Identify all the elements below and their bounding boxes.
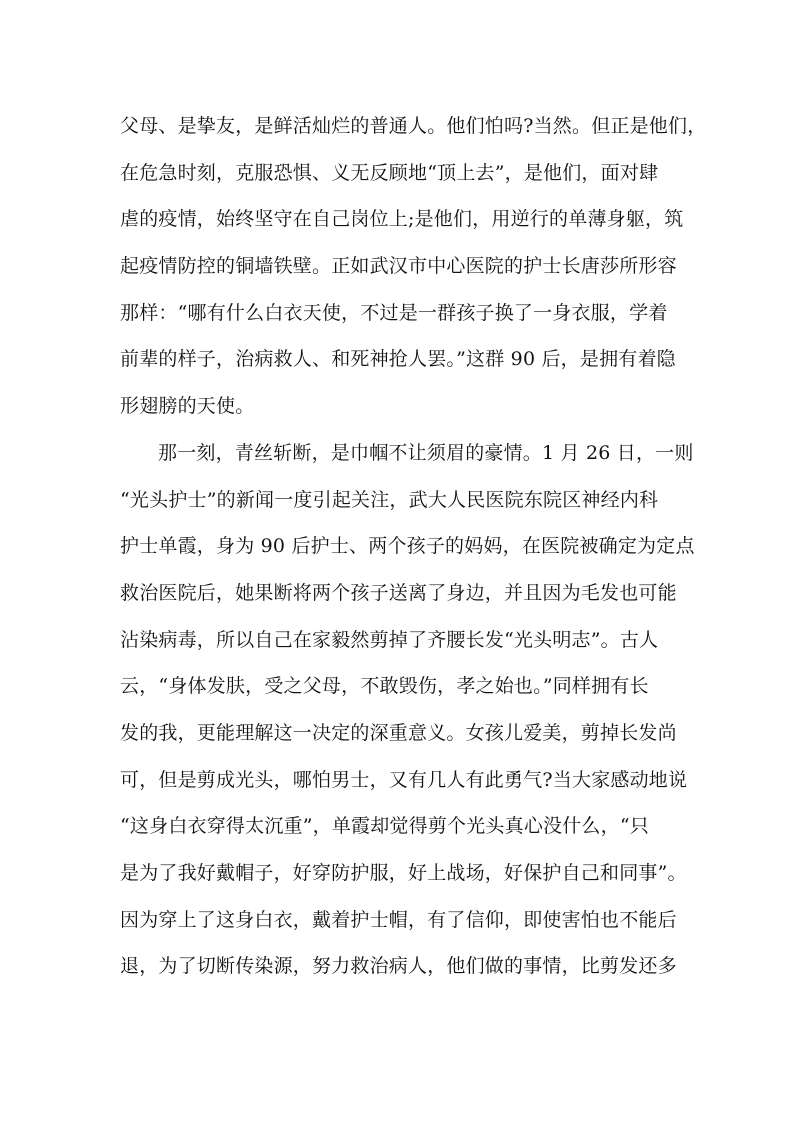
text-line: 因为穿上了这身白衣，戴着护士帽，有了信仰，即使害怕也不能后 [120, 908, 677, 931]
text-line: 发的我，更能理解这一决定的深重意义。女孩儿爱美，剪掉长发尚 [120, 721, 677, 744]
text-line: 起疫情防控的铜墙铁壁。正如武汉市中心医院的护士长唐莎所形容 [120, 255, 677, 278]
text-line: 虐的疫情，始终坚守在自己岗位上;是他们，用逆行的单薄身躯，筑 [120, 208, 684, 231]
text-line: 前辈的样子，治病救人、和死神抢人罢。”这群 90 后，是拥有着隐 [120, 348, 676, 371]
document-body [120, 103, 707, 990]
text-line: 救治医院后，她果断将两个孩子送离了身边，并且因为毛发也可能 [120, 581, 677, 604]
text-line: 云，“身体发肤，受之父母，不敢毁伤，孝之始也。”同样拥有长 [120, 675, 649, 698]
text-line: 在危急时刻，克服恐惧、义无反顾地“顶上去”，是他们，面对肆 [120, 161, 659, 184]
text-line: 可，但是剪成光头，哪怕男士，又有几人有此勇气?当大家感动地说 [120, 768, 688, 791]
text-line: 父母、是挚友，是鲜活灿烂的普通人。他们怕吗?当然。但正是他们， [120, 115, 707, 137]
text-line: 是为了我好戴帽子，好穿防护服，好上战场，好保护自己和同事”。 [120, 862, 687, 884]
text-line: 护士单霞，身为 90 后护士、两个孩子的妈妈，在医院被确定为定点 [120, 535, 695, 558]
text-line: 那样：“哪有什么白衣天使，不过是一群孩子换了一身衣服，学着 [120, 301, 668, 324]
text-line: 退，为了切断传染源，努力救治病人，他们做的事情，比剪发还多 [120, 955, 677, 978]
text-line: 沾染病毒，所以自己在家毅然剪掉了齐腰长发“光头明志”。古人 [120, 628, 659, 651]
text-line: “光头护士”的新闻一度引起关注，武大人民医院东院区神经内科 [120, 488, 659, 511]
paragraph-first-line: 那一刻，青丝斩断，是巾帼不让须眉的豪情。1 月 26 日，一则 [158, 441, 694, 464]
text-line: 形翅膀的天使。 [120, 395, 255, 418]
text-line: “这身白衣穿得太沉重”，单霞却觉得剪个光头真心没什么，“只 [120, 815, 649, 838]
